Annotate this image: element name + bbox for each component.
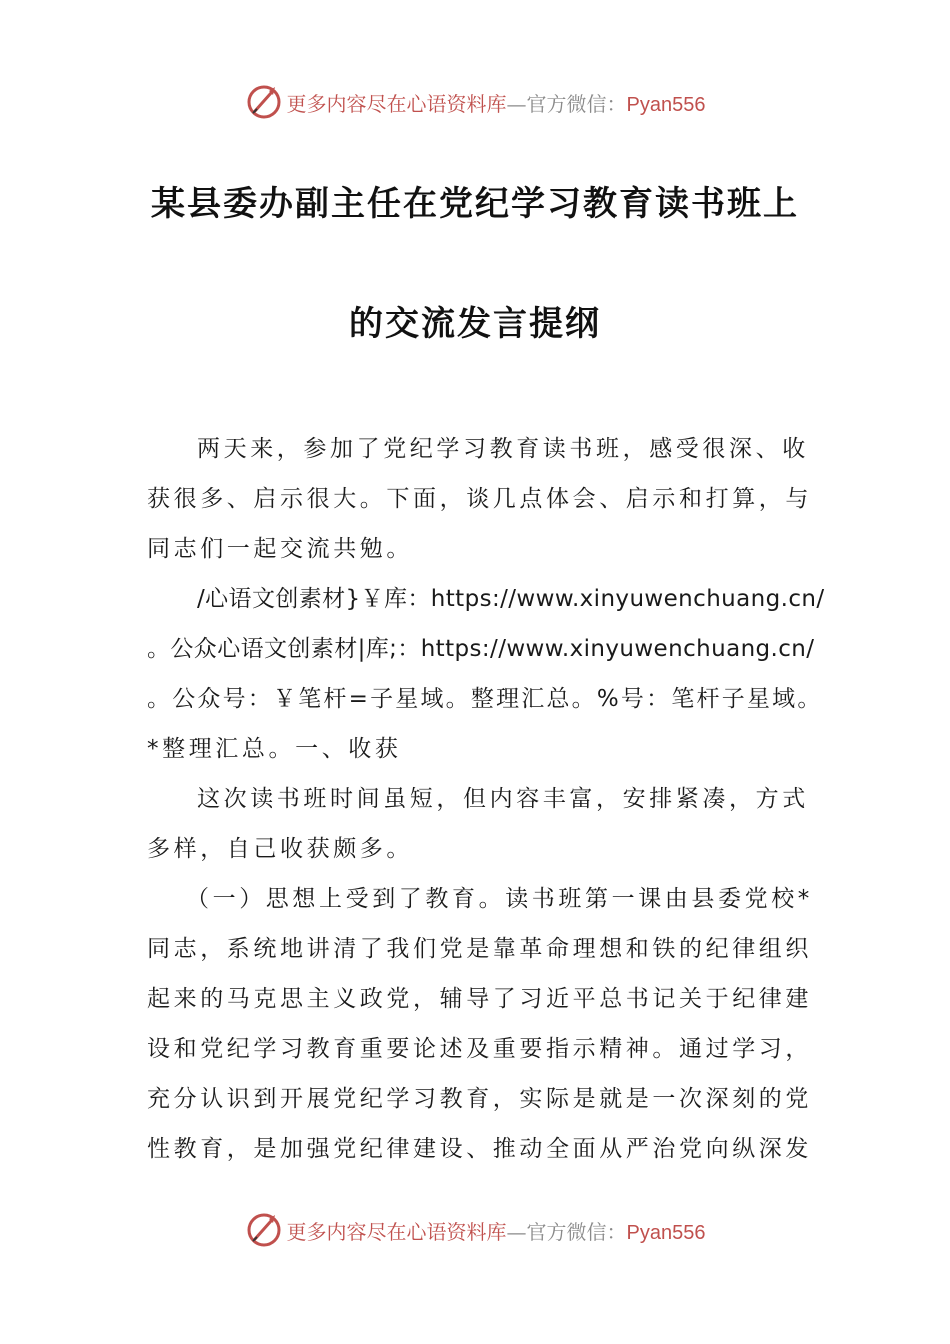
banner-wechat-id: Pyan556 bbox=[626, 93, 706, 116]
body-line: 起来的马克思主义政党，辅导了习近平总书记关于纪律建 bbox=[147, 986, 812, 1012]
body-line: 。公众心语文创素材|库;：https://www.xinyuwenchuang.cn/ bbox=[147, 636, 815, 662]
banner-separator: — bbox=[506, 91, 527, 116]
body-line: 两天来，参加了党纪学习教育读书班，感受很深、收 bbox=[197, 436, 809, 462]
banner-wechat-id: Pyan556 bbox=[626, 1221, 706, 1244]
banner-main-text: 更多内容尽在心语资料库 bbox=[286, 1219, 507, 1244]
body-line: *整理汇总。一、收获 bbox=[147, 736, 402, 762]
body-line: 多样，自己收获颇多。 bbox=[147, 836, 413, 862]
body-line: 同志们一起交流共勉。 bbox=[147, 536, 413, 562]
body-line: 设和党纪学习教育重要论述及重要指示精神。通过学习， bbox=[147, 1036, 812, 1062]
banner-content bbox=[245, 83, 706, 121]
body-line: （一）思想上受到了教育。读书班第一课由县委党校* bbox=[186, 886, 813, 912]
banner-main-text: 更多内容尽在心语资料库 bbox=[286, 91, 507, 116]
body-line: 性教育，是加强党纪律建设、推动全面从严治党向纵深发 bbox=[147, 1136, 812, 1162]
body-line: 获很多、启示很大。下面，谈几点体会、启示和打算，与 bbox=[147, 486, 812, 512]
pen-logo-icon bbox=[245, 1211, 283, 1249]
body-line: 这次读书班时间虽短，但内容丰富，安排紧凑，方式 bbox=[197, 786, 809, 812]
banner-label: 官方微信： bbox=[526, 1219, 627, 1244]
pen-logo-icon bbox=[245, 83, 283, 121]
banner-text bbox=[287, 1216, 706, 1245]
page-title-line-1: 某县委办副主任在党纪学习教育读书班上 bbox=[151, 184, 799, 224]
header-banner bbox=[0, 82, 950, 122]
banner-label: 官方微信： bbox=[526, 91, 627, 116]
banner-separator: — bbox=[506, 1219, 527, 1244]
body-line: 充分认识到开展党纪学习教育，实际是就是一次深刻的党 bbox=[147, 1086, 812, 1112]
page-title-line-2: 的交流发言提纲 bbox=[349, 304, 601, 344]
body-line: 同志，系统地讲清了我们党是靠革命理想和铁的纪律组织 bbox=[147, 936, 812, 962]
footer-banner bbox=[0, 1210, 950, 1250]
body-line: /心语文创素材}￥库：https://www.xinyuwenchuang.cn/ bbox=[197, 586, 825, 612]
banner-content bbox=[245, 1211, 706, 1249]
body-line: 。公众号：￥笔杆=子星域。整理汇总。%号：笔杆子星域。 bbox=[147, 686, 823, 712]
banner-text bbox=[287, 88, 706, 117]
